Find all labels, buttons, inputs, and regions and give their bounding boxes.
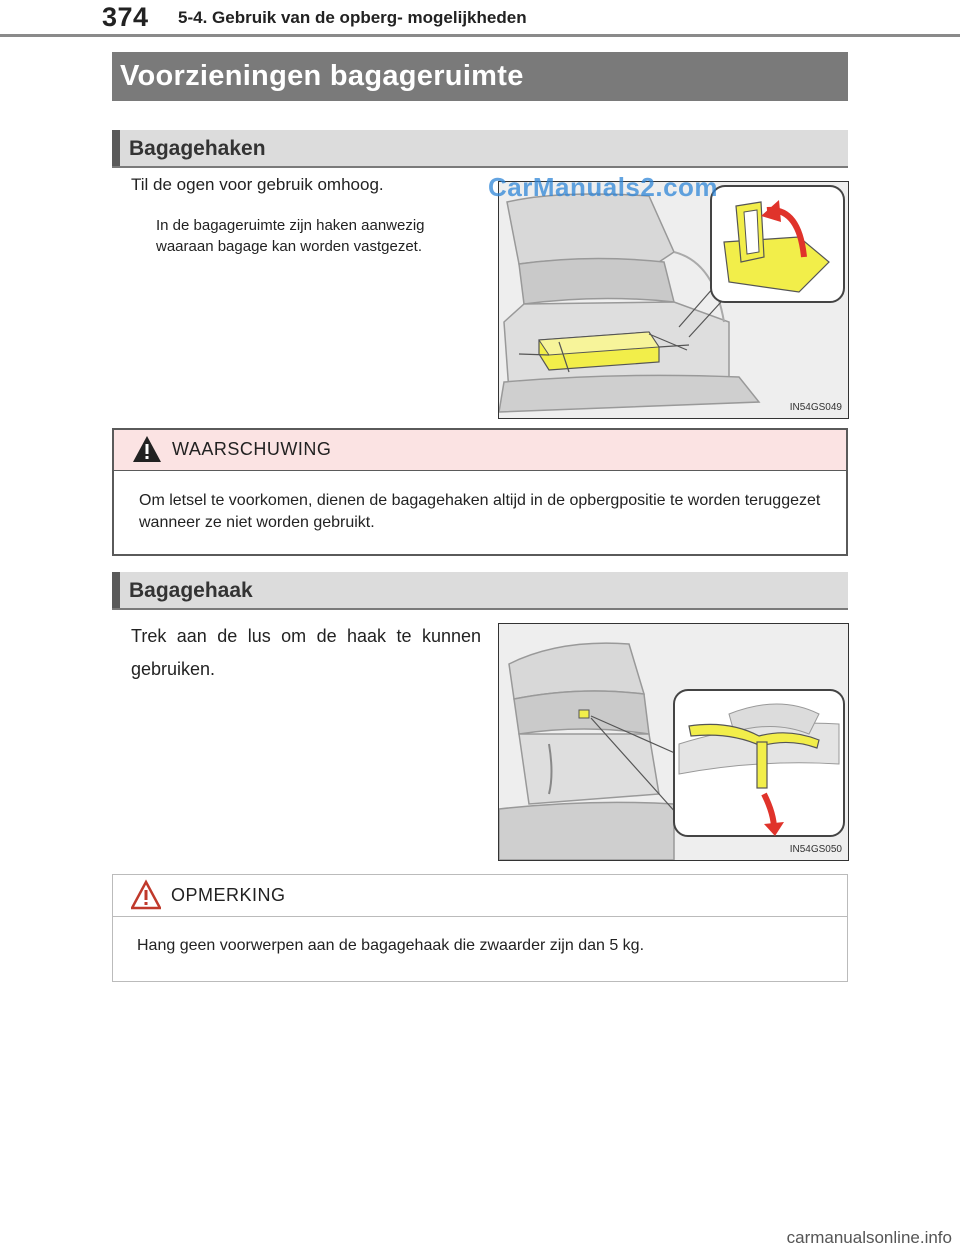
chapter-title: 5-4. Gebruik van de opberg- mogelijkheden bbox=[178, 8, 527, 27]
watermark: CarManuals2.com bbox=[488, 172, 719, 202]
warning-text: Om letsel te voorkomen, dienen de bagagehaken altijd in de opbergpositie te worden teruggezet wanneer ze niet worden gebruikt. bbox=[139, 492, 821, 531]
header-rule bbox=[0, 34, 960, 37]
note-label: OPMERKING bbox=[171, 885, 286, 905]
section-heading-bagagehaken bbox=[112, 130, 848, 168]
heading-bar bbox=[112, 572, 120, 608]
section-heading-bagagehaak bbox=[112, 572, 848, 610]
description-text: In de bagageruimte zijn haken aanwezig waaraan bagage kan worden vastgezet. bbox=[156, 217, 425, 255]
footer-site: carmanualsonline.info bbox=[786, 1228, 952, 1247]
main-title: Voorzieningen bagageruimte bbox=[112, 52, 848, 101]
luggage-hook-illustration bbox=[498, 623, 849, 861]
heading-bar bbox=[112, 130, 120, 166]
warning-label: WAARSCHUWING bbox=[172, 439, 332, 459]
section-title: Bagagehaken bbox=[129, 137, 266, 160]
warning-header bbox=[114, 430, 846, 471]
warning-triangle-icon bbox=[132, 434, 162, 464]
caution-triangle-icon bbox=[131, 879, 161, 911]
image-code: IN54GS049 bbox=[789, 402, 842, 413]
section-title: Bagagehaak bbox=[129, 579, 253, 602]
note-text: Hang geen voorwerpen aan de bagagehaak die zwaarder zijn dan 5 kg. bbox=[137, 937, 645, 954]
instruction-text: Trek aan de lus om de haak te kunnen gebruiken. bbox=[131, 626, 481, 679]
trunk-hooks-drawing bbox=[499, 182, 848, 418]
note-box bbox=[112, 874, 848, 982]
instruction-text: Til de ogen voor gebruik omhoog. bbox=[131, 175, 384, 194]
trunk-hooks-illustration bbox=[498, 181, 849, 419]
image-code: IN54GS050 bbox=[789, 844, 842, 855]
page-number: 374 bbox=[102, 2, 149, 32]
note-header bbox=[113, 875, 847, 917]
warning-box bbox=[112, 428, 848, 556]
luggage-hook-drawing bbox=[499, 624, 848, 860]
